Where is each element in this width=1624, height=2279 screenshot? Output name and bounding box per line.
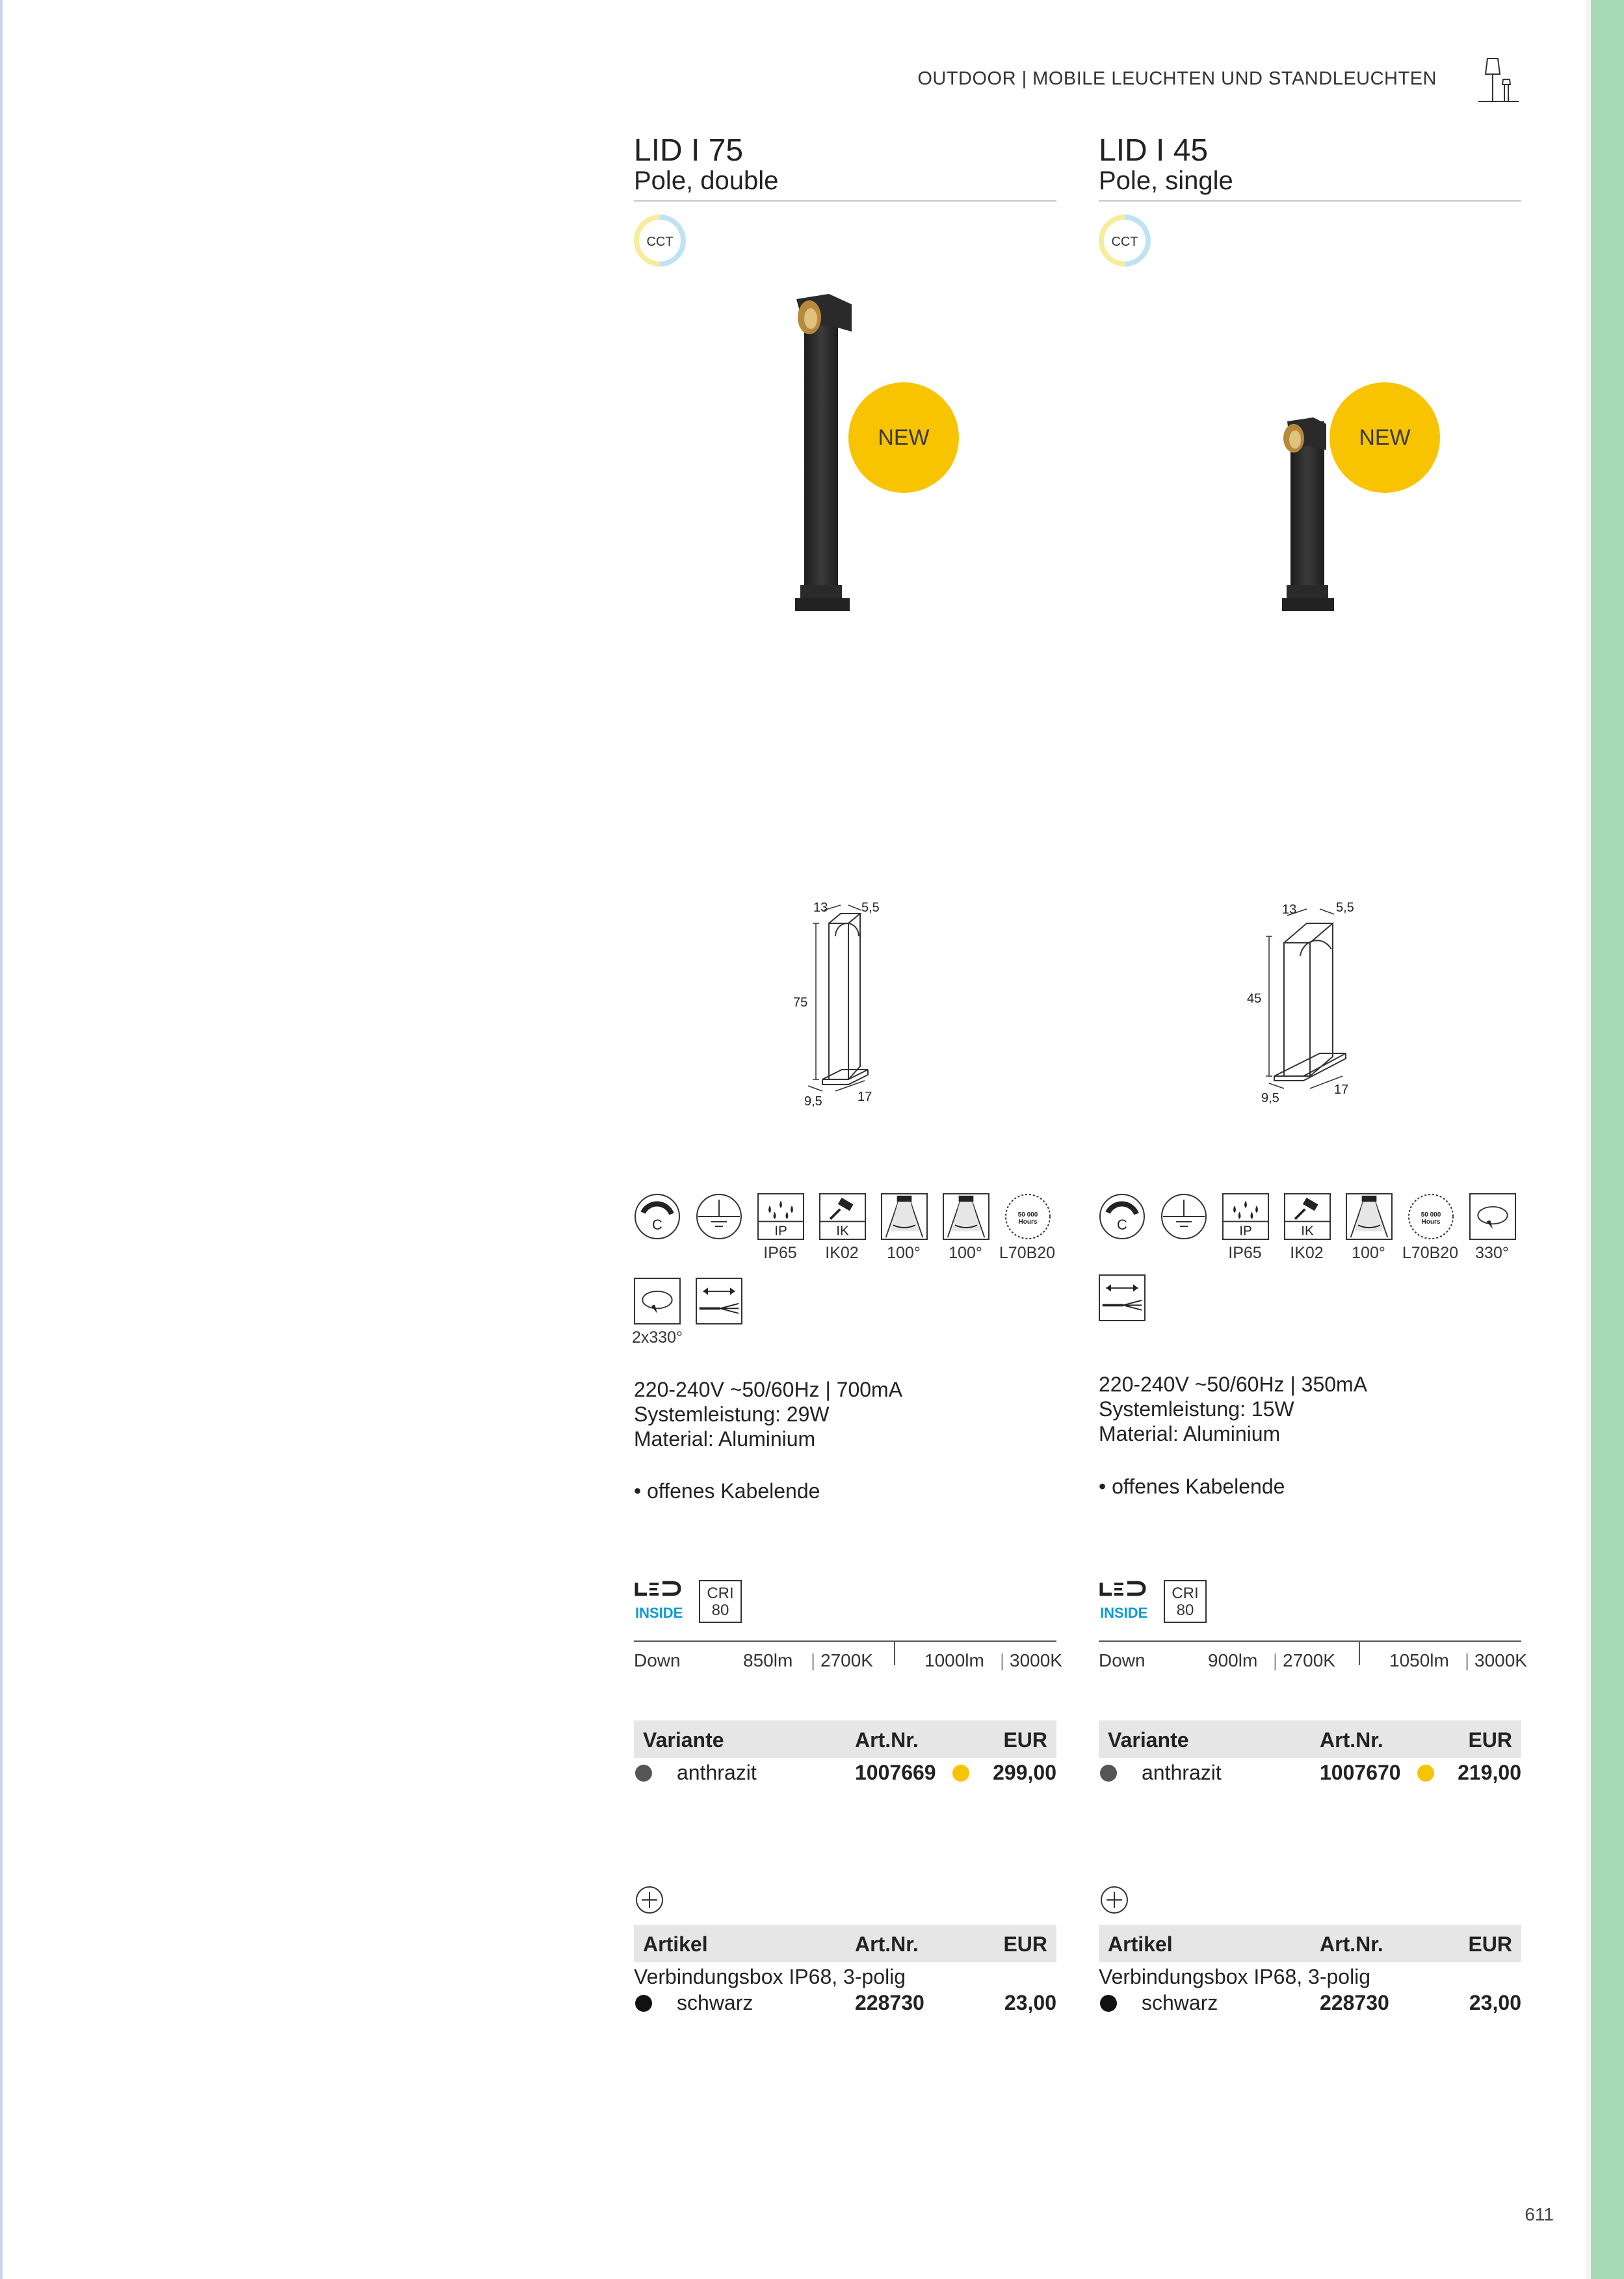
ip-rating-icon [757, 1193, 804, 1240]
col-eur: EUR [1003, 1932, 1047, 1956]
svg-text:Hours: Hours [1018, 1219, 1038, 1226]
accessory-plus-icon [1099, 1884, 1130, 1916]
led-inside-icon [634, 1580, 686, 1626]
col-variante: Variante [643, 1728, 724, 1752]
feature-bullet: • offenes Kabelende [1099, 1475, 1285, 1498]
col-eur: EUR [1003, 1728, 1047, 1752]
accessory-price: 23,00 [1469, 1991, 1521, 2014]
dim-base-b: 17 [858, 1090, 872, 1104]
ground-protection-icon [1160, 1193, 1207, 1240]
page-number: 611 [1525, 2204, 1554, 2224]
spec-power: Systemleistung: 15W [1099, 1397, 1294, 1421]
accessory-plus-icon [634, 1884, 665, 1916]
dim-top-side: 5,5 [861, 901, 880, 915]
accessory-price: 23,00 [1004, 1991, 1056, 2014]
flux-divider: | [1465, 1650, 1470, 1670]
col-artikel: Artikel [1108, 1932, 1173, 1956]
variant-color: anthrazit [677, 1761, 757, 1784]
svg-text:50 000: 50 000 [1421, 1211, 1441, 1219]
flux-a-kelvin: 2700K [820, 1650, 873, 1670]
title-divider [634, 200, 1056, 202]
col-artnr: Art.Nr. [1320, 1728, 1383, 1752]
accessory-name: Verbindungsbox IP68, 3-polig [634, 1965, 906, 1988]
dim-base-b: 17 [1334, 1083, 1349, 1097]
cct-label: CCT [646, 235, 674, 249]
title-divider [1099, 200, 1521, 202]
dimmable-c-icon [634, 1193, 681, 1240]
accessory-color: schwarz [1142, 1991, 1218, 2014]
product-photo [1099, 280, 1521, 644]
new-status-dot [952, 1765, 969, 1782]
cct-icon [634, 215, 686, 267]
product-title: LID I 75 [634, 133, 744, 168]
rotation-caption: 2x330° [631, 1328, 683, 1347]
beam-caption: 100° [949, 1244, 982, 1262]
lifetime-icon [1004, 1193, 1051, 1240]
svg-text:Hours: Hours [1421, 1219, 1441, 1226]
spec-power: Systemleistung: 29W [634, 1403, 830, 1426]
right-bar-edge [1586, 0, 1591, 2279]
svg-text:IK: IK [836, 1223, 849, 1239]
beam-caption: 100° [1352, 1244, 1385, 1262]
ik-caption: IK02 [1290, 1244, 1324, 1262]
flux-direction: Down [1099, 1650, 1146, 1670]
dim-base-a: 9,5 [804, 1094, 822, 1109]
accessory-table-header [634, 1925, 1056, 1962]
svg-text:50 000: 50 000 [1017, 1211, 1038, 1219]
svg-text:IK: IK [1301, 1223, 1314, 1239]
col-artnr: Art.Nr. [1320, 1932, 1383, 1956]
variant-artnr: 1007669 [855, 1761, 936, 1784]
beam-angle-icon [943, 1193, 989, 1240]
flux-separator [894, 1642, 895, 1665]
anthrazit-swatch [635, 1765, 652, 1782]
variant-table-header [634, 1720, 1056, 1758]
cri-value: 80 [1176, 1601, 1194, 1619]
section-color-bar [1591, 0, 1624, 2279]
flux-divider: | [811, 1650, 816, 1670]
flux-separator [1359, 1642, 1360, 1665]
cri-badge [699, 1580, 742, 1623]
col-artikel: Artikel [643, 1932, 708, 1956]
spec-material: Material: Aluminium [634, 1427, 816, 1451]
cri-label: CRI [1172, 1585, 1199, 1602]
flux-divider: | [1000, 1650, 1005, 1670]
beam-angle-icon [1346, 1193, 1393, 1240]
variant-artnr: 1007670 [1320, 1761, 1401, 1784]
svg-text:IP: IP [774, 1223, 787, 1239]
svg-text:IP: IP [1239, 1223, 1252, 1239]
dimmable-c-icon [1099, 1193, 1146, 1240]
svg-text:C: C [1117, 1217, 1127, 1233]
cri-badge [1164, 1580, 1207, 1623]
accessory-table-header [1099, 1925, 1521, 1962]
flux-b-kelvin: 3000K [1010, 1650, 1062, 1670]
ip-caption: IP65 [1228, 1244, 1262, 1262]
product-subtitle: Pole, single [1099, 166, 1233, 195]
schwarz-swatch [635, 1995, 652, 2012]
cable-end-icon [1099, 1274, 1146, 1321]
left-edge-stripe [0, 0, 3, 2279]
variant-table-header [1099, 1720, 1521, 1758]
beam-caption: 100° [887, 1244, 921, 1262]
svg-text:INSIDE: INSIDE [635, 1605, 683, 1621]
variant-price: 299,00 [993, 1761, 1056, 1784]
ik-rating-icon [819, 1193, 866, 1240]
variant-price: 219,00 [1458, 1761, 1521, 1784]
dim-height: 45 [1247, 992, 1262, 1006]
col-artnr: Art.Nr. [855, 1932, 919, 1956]
spec-list [1099, 1372, 1521, 1446]
col-artnr: Art.Nr. [855, 1728, 919, 1752]
anthrazit-swatch [1100, 1765, 1117, 1782]
flux-b-lumen: 1000lm [924, 1650, 984, 1670]
flux-divider: | [1273, 1650, 1278, 1670]
flux-a-lumen: 850lm [743, 1650, 793, 1670]
dim-top: 13 [1282, 902, 1297, 917]
product-subtitle: Pole, double [634, 166, 779, 195]
led-inside-icon [1099, 1580, 1151, 1626]
variant-color: anthrazit [1142, 1761, 1222, 1784]
ip-rating-icon [1222, 1193, 1269, 1240]
flux-b-kelvin: 3000K [1474, 1650, 1527, 1670]
ik-rating-icon [1284, 1193, 1331, 1240]
dim-top-side: 5,5 [1336, 901, 1354, 915]
lifetime-icon [1408, 1193, 1454, 1240]
product-photo [634, 280, 1056, 644]
spec-voltage: 220-240V ~50/60Hz | 350mA [1099, 1373, 1368, 1396]
flux-a-lumen: 900lm [1208, 1650, 1258, 1670]
cct-label: CCT [1111, 235, 1138, 249]
svg-text:INSIDE: INSIDE [1100, 1605, 1148, 1621]
lifetime-caption: L70B20 [1402, 1244, 1459, 1262]
accessory-artnr: 228730 [1320, 1991, 1389, 2014]
feature-bullet: • offenes Kabelende [634, 1479, 820, 1503]
spec-material: Material: Aluminium [1099, 1422, 1281, 1445]
flux-b-lumen: 1050lm [1389, 1650, 1449, 1670]
lifetime-caption: L70B20 [999, 1244, 1056, 1262]
product-column-lid-75 [631, 0, 1062, 2279]
cri-label: CRI [707, 1585, 734, 1602]
new-badge: NEW [1329, 382, 1440, 493]
flux-direction: Down [634, 1650, 681, 1670]
ik-caption: IK02 [825, 1244, 859, 1262]
ground-protection-icon [696, 1193, 742, 1240]
flux-rule [634, 1640, 1056, 1642]
new-status-dot [1417, 1765, 1434, 1782]
accessory-color: schwarz [677, 1991, 753, 2014]
rotation-icon [634, 1278, 681, 1324]
spec-list [634, 1377, 1056, 1451]
cri-value: 80 [711, 1601, 729, 1619]
spec-voltage: 220-240V ~50/60Hz | 700mA [634, 1378, 903, 1401]
cable-end-icon [696, 1278, 742, 1324]
accessory-name: Verbindungsbox IP68, 3-polig [1099, 1965, 1371, 1988]
dimension-drawing [1099, 891, 1521, 1125]
product-column-lid-45 [1099, 0, 1527, 2279]
accessory-artnr: 228730 [855, 1991, 924, 2014]
col-variante: Variante [1108, 1728, 1189, 1752]
flux-rule [1099, 1640, 1521, 1642]
dim-base-a: 9,5 [1261, 1091, 1279, 1105]
dim-top: 13 [813, 901, 828, 915]
beam-angle-icon [881, 1193, 928, 1240]
product-title: LID I 45 [1099, 133, 1209, 168]
ip-caption: IP65 [763, 1244, 797, 1262]
dimension-drawing [634, 891, 1056, 1125]
dim-height: 75 [793, 995, 808, 1010]
new-badge: NEW [848, 382, 959, 493]
rotation-caption: 330° [1475, 1244, 1509, 1262]
section-header: OUTDOOR | MOBILE LEUCHTEN UND STANDLEUCHTEN [917, 68, 1437, 89]
col-eur: EUR [1468, 1728, 1512, 1752]
col-eur: EUR [1468, 1932, 1512, 1956]
rotation-icon [1469, 1193, 1516, 1240]
schwarz-swatch [1100, 1995, 1117, 2012]
cct-icon [1099, 215, 1151, 267]
flux-a-kelvin: 2700K [1283, 1650, 1335, 1670]
svg-text:C: C [652, 1217, 662, 1233]
